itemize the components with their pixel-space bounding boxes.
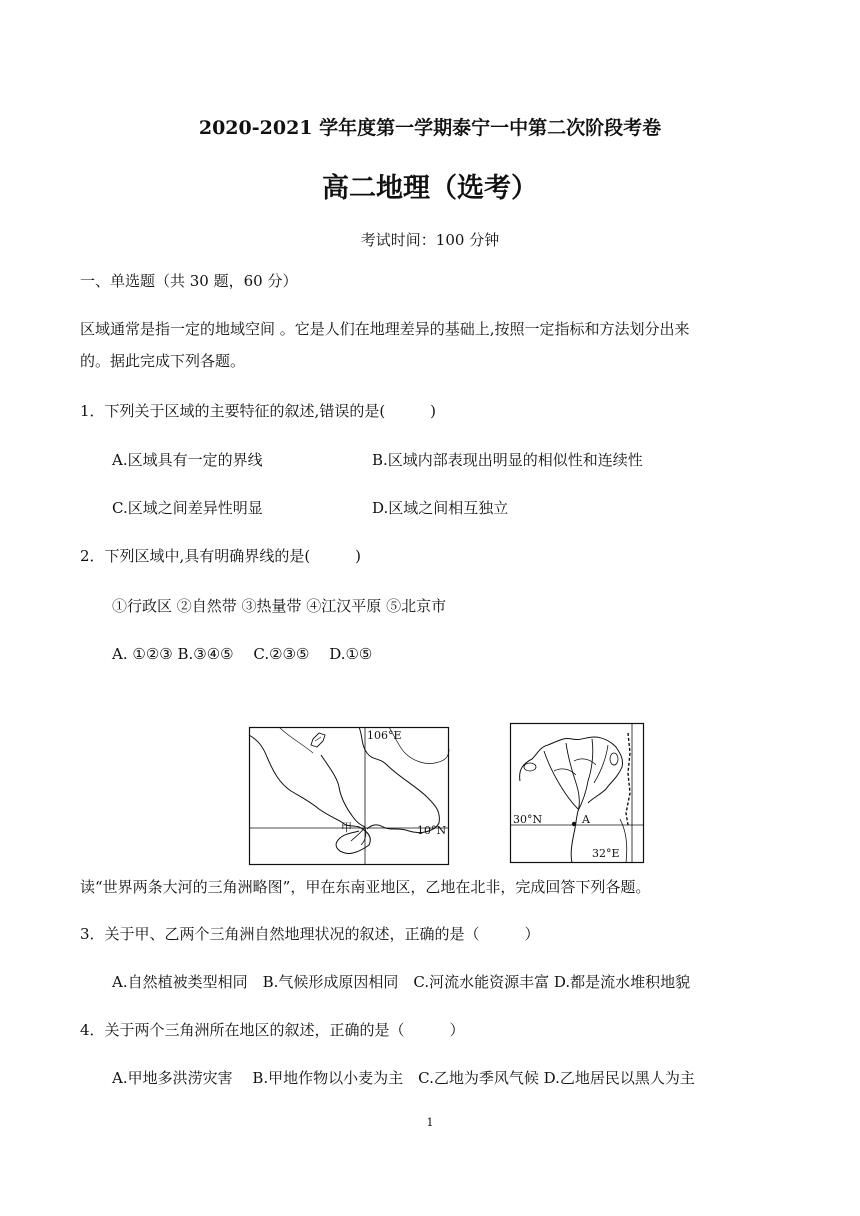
question-4-options: A.甲地多洪涝灾害 B.甲地作物以小麦为主 C.乙地为季风气候 D.乙地居民以黑人为主: [112, 1069, 695, 1087]
exam-header: 2020-2021 学年度第一学期泰宁一中第二次阶段考卷: [198, 117, 662, 139]
question-1-option-a: A.区域具有一定的界线: [112, 451, 263, 469]
longitude-label-32e: 32°E: [592, 847, 620, 860]
latitude-label-10n: 10°N: [417, 824, 447, 837]
nile-delta-map: [510, 723, 644, 863]
question-1-option-b: B.区域内部表现出明显的相似性和连续性: [372, 451, 643, 469]
question-3-options: A.自然植被类型相同 B.气候形成原因相同 C.河流水能资源丰富 D.都是流水堆积地貌: [112, 973, 691, 991]
point-label-a: A: [582, 813, 590, 826]
subject-title: 高二地理（选考）: [322, 173, 538, 204]
question-1-option-d: D.区域之间相互独立: [372, 499, 509, 517]
latitude-label-30n: 30°N: [513, 813, 543, 826]
section-heading: 一、单选题（共 30 题，60 分）: [80, 272, 298, 290]
question-2-options: A. ①②③ B.③④⑤ C.②③⑤ D.①⑤: [112, 645, 373, 663]
figure-caption: 读“世界两条大河的三角洲略图”，甲在东南亚地区，乙地在北非，完成回答下列各题。: [80, 878, 651, 896]
page-number: 1: [426, 1116, 434, 1129]
question-1-stem: 1．下列关于区域的主要特征的叙述,错误的是( ): [80, 402, 437, 420]
intro-paragraph-line-2: 的。据此完成下列各题。: [80, 352, 246, 370]
question-2-items: ①行政区 ②自然带 ③热量带 ④江汉平原 ⑤北京市: [112, 597, 447, 615]
intro-paragraph-line-1: 区域通常是指一定的地域空间 。它是人们在地理差异的基础上,按照一定指标和方法划分出来: [80, 320, 690, 338]
question-4-stem: 4．关于两个三角洲所在地区的叙述，正确的是（ ）: [80, 1021, 465, 1039]
delta-label-jia: 甲: [341, 821, 352, 834]
question-3-stem: 3．关于甲、乙两个三角洲自然地理状况的叙述，正确的是（ ）: [80, 925, 540, 943]
exam-time: 考试时间：100 分钟: [360, 231, 500, 249]
longitude-label-106e: 106°E: [367, 729, 402, 742]
question-1-option-c: C.区域之间差异性明显: [112, 499, 263, 517]
question-2-stem: 2．下列区域中,具有明确界线的是( ): [80, 547, 362, 565]
mekong-delta-map: [249, 727, 449, 865]
